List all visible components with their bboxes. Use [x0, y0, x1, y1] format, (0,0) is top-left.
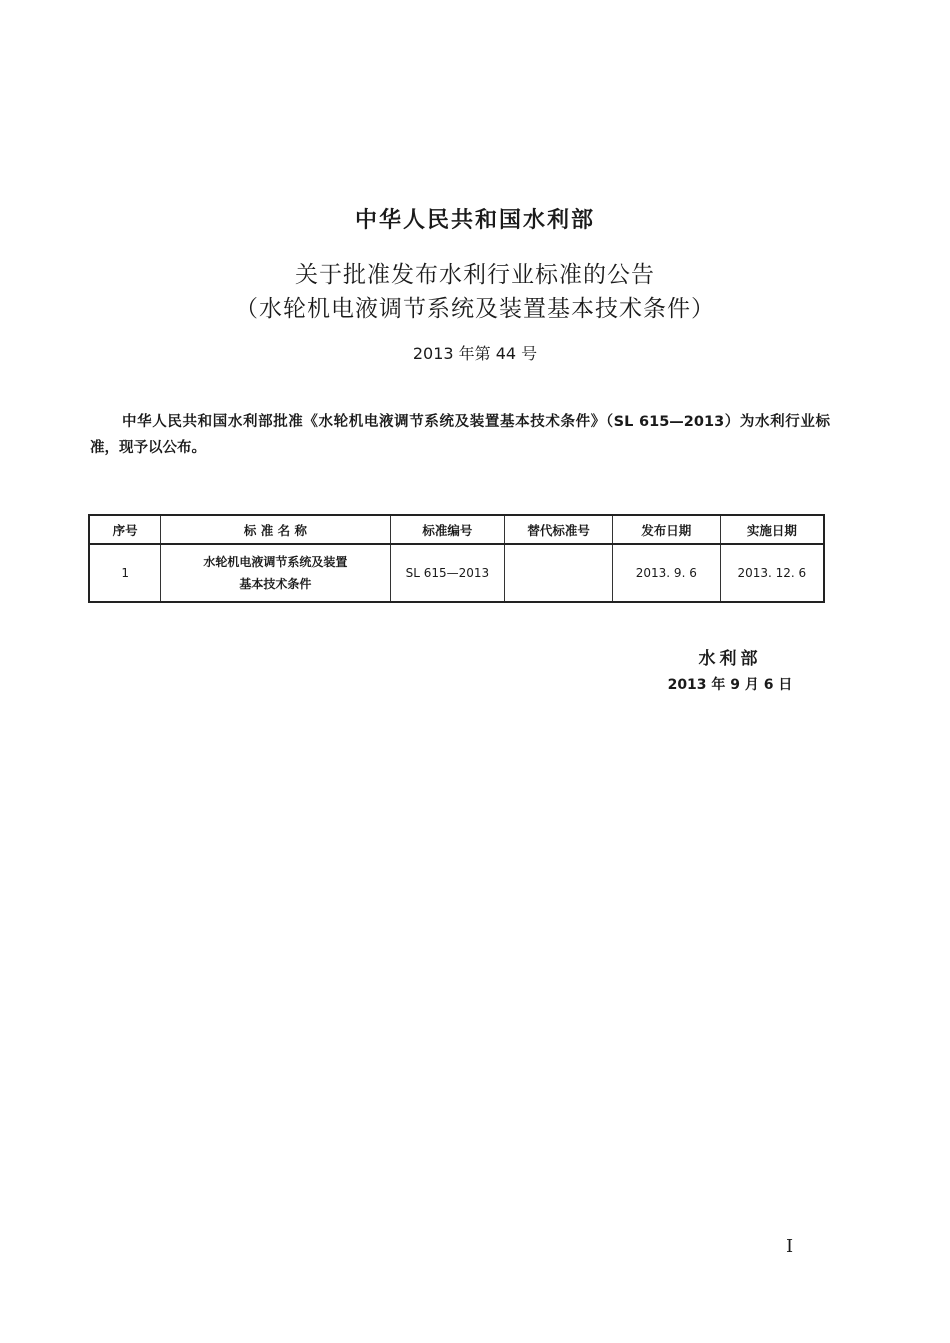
- cell-effective-date: 2013. 12. 6: [720, 544, 824, 602]
- header-effective-date: 实施日期: [720, 515, 824, 544]
- header-standard-name: 标 准 名 称: [161, 515, 390, 544]
- cell-serial-no: 1: [89, 544, 161, 602]
- header-replaced-standard: 替代标准号: [505, 515, 613, 544]
- header-publish-date: 发布日期: [612, 515, 720, 544]
- standards-table: [88, 514, 825, 603]
- cell-replaced-standard: [505, 544, 613, 602]
- signature-organization: 水利部: [698, 649, 762, 669]
- standard-name-line2: 基本技术条件: [239, 577, 312, 591]
- table-header-row: [89, 515, 824, 544]
- announcement-title: 关于批准发布水利行业标准的公告: [295, 262, 655, 288]
- table-row: [89, 544, 824, 602]
- cell-standard-name: [161, 544, 390, 602]
- page-number: I: [786, 1236, 794, 1257]
- announcement-body: 中华人民共和国水利部批准《水轮机电液调节系统及装置基本技术条件》（SL 615—2013）为水利行业标准，现予以公布。: [90, 414, 830, 456]
- document-number: 2013 年第 44 号: [412, 344, 538, 363]
- header-standard-code: 标准编号: [390, 515, 505, 544]
- cell-standard-code: SL 615—2013: [390, 544, 505, 602]
- standard-name-line1: 水轮机电液调节系统及装置: [203, 555, 348, 569]
- cell-publish-date: 2013. 9. 6: [612, 544, 720, 602]
- header-serial-no: 序号: [89, 515, 161, 544]
- announcement-subtitle: （水轮机电液调节系统及装置基本技术条件）: [235, 296, 715, 322]
- issuing-ministry: 中华人民共和国水利部: [354, 207, 595, 233]
- signature-date: 2013 年 9 月 6 日: [667, 677, 793, 693]
